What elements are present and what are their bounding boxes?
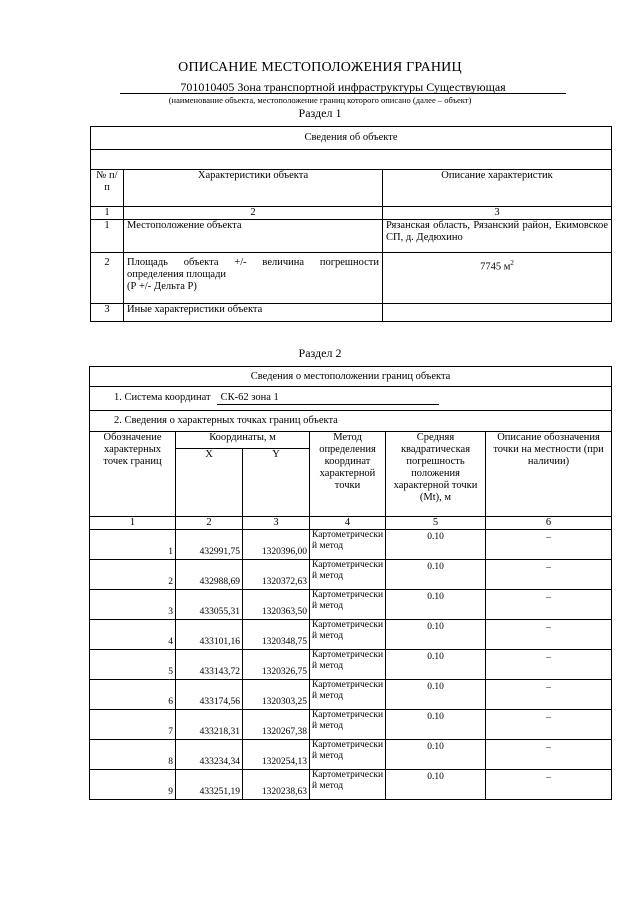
coord-x-cell bbox=[176, 650, 243, 680]
accuracy-cell bbox=[386, 530, 486, 560]
point-description-cell bbox=[486, 650, 612, 680]
coord-x-cell bbox=[176, 530, 243, 560]
point-id-cell bbox=[90, 530, 176, 560]
coord-y-cell bbox=[243, 590, 310, 620]
row-description bbox=[383, 253, 612, 304]
coord-y: 1320267,38 bbox=[261, 727, 307, 737]
point-id-cell bbox=[90, 620, 176, 650]
accuracy: 0.10 bbox=[427, 682, 444, 692]
col-desc-header: Описание обозначения точки на местности (при наличии) bbox=[486, 432, 612, 517]
point-id-cell bbox=[90, 740, 176, 770]
accuracy: 0.10 bbox=[427, 652, 444, 662]
coord-x-cell bbox=[176, 710, 243, 740]
blank-row bbox=[91, 150, 612, 170]
object-info-header: Сведения об объекте bbox=[91, 127, 612, 150]
accuracy: 0.10 bbox=[427, 742, 444, 752]
coord-y-cell bbox=[243, 680, 310, 710]
method-cell bbox=[310, 710, 386, 740]
point-description: – bbox=[546, 593, 551, 603]
accuracy-cell bbox=[386, 740, 486, 770]
accuracy-cell bbox=[386, 590, 486, 620]
point-id: 2 bbox=[168, 577, 173, 587]
col-number: 6 bbox=[486, 517, 612, 530]
object-name-caption: (наименование объекта, местоположение границ которого описано (далее – объект) bbox=[168, 95, 472, 105]
coord-x: 433218,31 bbox=[199, 727, 240, 737]
point-id: 8 bbox=[168, 757, 173, 767]
table-row bbox=[91, 253, 612, 304]
accuracy-cell bbox=[386, 650, 486, 680]
coord-y: 1320238,63 bbox=[261, 787, 307, 797]
coord-x: 433251,19 bbox=[199, 787, 240, 797]
accuracy-cell bbox=[386, 680, 486, 710]
table-row bbox=[90, 680, 612, 710]
row-no: 2 bbox=[91, 253, 124, 304]
col-description-header: Описание характеристик bbox=[383, 170, 612, 207]
coord-x: 433143,72 bbox=[199, 667, 240, 677]
row-no: 1 bbox=[91, 220, 124, 253]
coord-y: 1320396,00 bbox=[261, 547, 307, 557]
coord-y-cell bbox=[243, 530, 310, 560]
coord-y-cell bbox=[243, 710, 310, 740]
coord-x-cell bbox=[176, 590, 243, 620]
point-description-cell bbox=[486, 620, 612, 650]
col-accuracy-header: Средняя квадратическая погрешность положения характерной точки (Mt), м bbox=[386, 432, 486, 517]
coord-y: 1320326,75 bbox=[261, 667, 307, 677]
accuracy: 0.10 bbox=[427, 592, 444, 602]
area-formula: (Р +/- Дельта Р) bbox=[127, 281, 197, 292]
method: Картометрический метод bbox=[312, 620, 384, 641]
table-row bbox=[90, 770, 612, 800]
coordinate-system-row bbox=[90, 387, 612, 411]
point-id: 6 bbox=[168, 697, 173, 707]
accuracy: 0.10 bbox=[427, 622, 444, 632]
method: Картометрический метод bbox=[312, 770, 384, 791]
point-id: 4 bbox=[168, 637, 173, 647]
coord-x: 433101,16 bbox=[199, 637, 240, 647]
coordinate-system-value: СК-62 зона 1 bbox=[217, 392, 439, 405]
coord-x-cell bbox=[176, 740, 243, 770]
coord-x: 433055,31 bbox=[199, 607, 240, 617]
method: Картометрический метод bbox=[312, 710, 384, 731]
table-row bbox=[90, 590, 612, 620]
point-description-cell bbox=[486, 560, 612, 590]
point-id-cell bbox=[90, 710, 176, 740]
table-row bbox=[90, 560, 612, 590]
method: Картометрический метод bbox=[312, 650, 384, 671]
accuracy-cell bbox=[386, 620, 486, 650]
accuracy: 0.10 bbox=[427, 562, 444, 572]
coord-y: 1320363,50 bbox=[261, 607, 307, 617]
coord-x-cell bbox=[176, 680, 243, 710]
coord-x: 433174,56 bbox=[199, 697, 240, 707]
section-2-title: Раздел 2 bbox=[298, 346, 342, 360]
col-number: 2 bbox=[176, 517, 243, 530]
coord-x: 433234,34 bbox=[199, 757, 240, 767]
coord-y-cell bbox=[243, 770, 310, 800]
col-characteristics-header: Характеристики объекта bbox=[124, 170, 383, 207]
accuracy-cell bbox=[386, 560, 486, 590]
col-number: 1 bbox=[90, 517, 176, 530]
boundary-info-header: Сведения о местоположении границ объекта bbox=[90, 367, 612, 387]
col-point-header: Обозначение характерных точек границ bbox=[90, 432, 176, 517]
coord-y: 1320372,63 bbox=[261, 577, 307, 587]
row-characteristic: Иные характеристики объекта bbox=[124, 304, 383, 322]
method: Картометрический метод bbox=[312, 530, 384, 551]
object-name-line bbox=[120, 78, 566, 94]
point-description-cell bbox=[486, 680, 612, 710]
method-cell bbox=[310, 680, 386, 710]
method-cell bbox=[310, 590, 386, 620]
method-cell bbox=[310, 560, 386, 590]
coord-x: 432988,69 bbox=[199, 577, 240, 587]
table-row bbox=[90, 650, 612, 680]
col-y-header: Y bbox=[243, 449, 310, 517]
col-coords-header: Координаты, м bbox=[176, 432, 310, 449]
coord-x: 432991,75 bbox=[199, 547, 240, 557]
coord-y-cell bbox=[243, 560, 310, 590]
point-description-cell bbox=[486, 710, 612, 740]
method-cell bbox=[310, 620, 386, 650]
point-id-cell bbox=[90, 770, 176, 800]
coord-x-cell bbox=[176, 770, 243, 800]
point-description-cell bbox=[486, 740, 612, 770]
table-row bbox=[90, 710, 612, 740]
method-cell bbox=[310, 740, 386, 770]
point-description-cell bbox=[486, 530, 612, 560]
area-value: 7745 м bbox=[480, 261, 511, 273]
accuracy: 0.10 bbox=[427, 532, 444, 542]
points-info-label: 2. Сведения о характерных точках границ объекта bbox=[90, 411, 612, 432]
col-number: 4 bbox=[310, 517, 386, 530]
coord-y: 1320303,25 bbox=[261, 697, 307, 707]
coord-y-cell bbox=[243, 740, 310, 770]
method: Картометрический метод bbox=[312, 680, 384, 701]
accuracy-cell bbox=[386, 770, 486, 800]
point-id: 5 bbox=[168, 667, 173, 677]
point-id-cell bbox=[90, 590, 176, 620]
table-row bbox=[90, 620, 612, 650]
coord-y: 1320348,75 bbox=[261, 637, 307, 647]
coord-y-cell bbox=[243, 650, 310, 680]
point-description: – bbox=[546, 713, 551, 723]
accuracy-cell bbox=[386, 710, 486, 740]
table-row bbox=[90, 740, 612, 770]
row-characteristic: Местоположение объекта bbox=[124, 220, 383, 253]
point-description: – bbox=[546, 743, 551, 753]
col-number: 3 bbox=[243, 517, 310, 530]
method: Картометрический метод bbox=[312, 740, 384, 761]
boundary-points-table bbox=[89, 366, 612, 800]
coord-x-cell bbox=[176, 620, 243, 650]
coord-x-cell bbox=[176, 560, 243, 590]
area-unit-exponent: 2 bbox=[510, 259, 514, 267]
table-row bbox=[91, 304, 612, 322]
coord-y: 1320254,13 bbox=[261, 757, 307, 767]
point-id-cell bbox=[90, 680, 176, 710]
col-no-header: № п/п bbox=[91, 170, 124, 207]
method: Картометрический метод bbox=[312, 590, 384, 611]
point-description: – bbox=[546, 533, 551, 543]
col-method-header: Метод определения координат характерной точки bbox=[310, 432, 386, 517]
point-description: – bbox=[546, 653, 551, 663]
object-name: 701010405 Зона транспортной инфраструктуры Существующая bbox=[180, 80, 506, 94]
coordinate-system-label: 1. Система координат bbox=[114, 392, 211, 403]
col-number: 2 bbox=[124, 207, 383, 220]
table-row bbox=[90, 530, 612, 560]
method-cell bbox=[310, 650, 386, 680]
point-id-cell bbox=[90, 650, 176, 680]
point-description-cell bbox=[486, 590, 612, 620]
area-label: Площадь объекта +/- величина погрешности определения площади bbox=[127, 257, 379, 280]
row-description: Рязанская область, Рязанский район, Екимовское СП, д. Дедюхино bbox=[383, 220, 612, 253]
accuracy: 0.10 bbox=[427, 712, 444, 722]
col-number: 5 bbox=[386, 517, 486, 530]
section-1-title: Раздел 1 bbox=[298, 106, 342, 120]
point-id: 7 bbox=[168, 727, 173, 737]
point-description: – bbox=[546, 773, 551, 783]
col-x-header: X bbox=[176, 449, 243, 517]
col-number: 3 bbox=[383, 207, 612, 220]
point-description-cell bbox=[486, 770, 612, 800]
table-row bbox=[91, 220, 612, 253]
method-cell bbox=[310, 530, 386, 560]
accuracy: 0.10 bbox=[427, 772, 444, 782]
point-id: 3 bbox=[168, 607, 173, 617]
object-info-table bbox=[90, 126, 612, 322]
point-id: 9 bbox=[168, 787, 173, 797]
row-no: 3 bbox=[91, 304, 124, 322]
method: Картометрический метод bbox=[312, 560, 384, 581]
point-description: – bbox=[546, 683, 551, 693]
coord-y-cell bbox=[243, 620, 310, 650]
point-description: – bbox=[546, 563, 551, 573]
point-id-cell bbox=[90, 560, 176, 590]
row-characteristic bbox=[124, 253, 383, 304]
col-number: 1 bbox=[91, 207, 124, 220]
point-description: – bbox=[546, 623, 551, 633]
document-title: ОПИСАНИЕ МЕСТОПОЛОЖЕНИЯ ГРАНИЦ bbox=[178, 60, 462, 75]
row-description bbox=[383, 304, 612, 322]
point-id: 1 bbox=[168, 547, 173, 557]
method-cell bbox=[310, 770, 386, 800]
